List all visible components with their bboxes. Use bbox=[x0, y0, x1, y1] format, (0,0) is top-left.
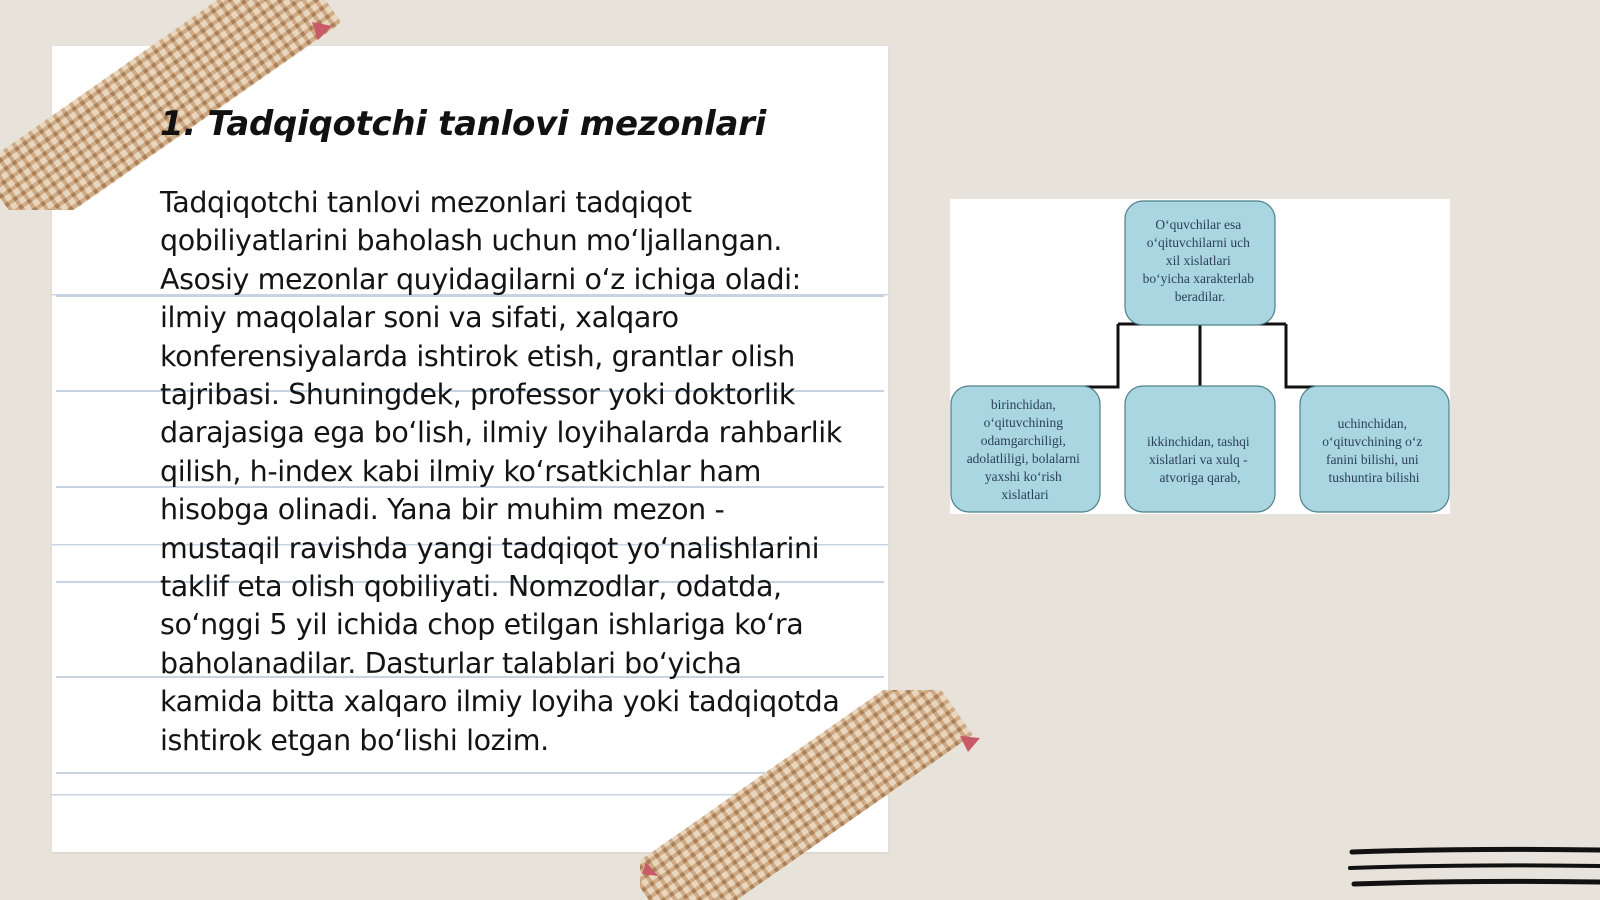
diagram-child-2-text: ikkinchidan, tashqi xislatlari va xulq - atvoriga qarab, bbox=[1146, 434, 1250, 485]
hierarchy-diagram bbox=[950, 199, 1450, 514]
diagram-child-node bbox=[1125, 386, 1275, 512]
diagram-root-text: O‘quvchilar esa o‘qituvchilarni uch xil xislatlari bo‘yicha xarakterlab beradilar. bbox=[1142, 217, 1254, 304]
slide-body-text: Tadqiqotchi tanlovi mezonlari tadqiqot qobiliyatlarini baholash uchun mo‘ljallangan. Asosiy mezonlar quyidagilarni o‘z ichiga oladi: ilmiy maqolalar soni va sifati, xalqaro konferensiyalarda ishtirok etish, grantlar olish tajribasi. Shuningdek, professor yoki doktorlik darajasiga ega bo‘lish, ilmiy loyihalarda rahbarlik qilish, h-index kabi ilmiy ko‘rsatkichlar ham hisobga olinadi. Yana bir muhim mezon - mustaqil ravishda yangi tadqiqot yo‘nalishlarini taklif eta olish qobiliyati. Nomzodlar, odatda, so‘nggi 5 yil ichida chop etilgan ishlariga ko‘ra baholanadilar. Dasturlar talablari bo‘yicha kamida bitta xalqaro ilmiy loyiha yoki tadqiqotda ishtirok etgan bo‘lishi lozim. bbox=[160, 186, 842, 757]
decorative-stripes bbox=[1340, 842, 1600, 894]
diagram-child-1-text: birinchidan, o‘qituvchining odamgarchiligi, adolatliligi, bolalarni yaxshi ko‘rish xislatlari bbox=[966, 397, 1080, 502]
diagram-child-3-text: uchinchidan, o‘qituvchining o‘z fanini bilishi, uni tushuntira bilishi bbox=[1322, 416, 1423, 485]
diagram-child-node bbox=[1300, 386, 1449, 512]
slide-title: 1. Tadqiqotchi tanlovi mezonlari bbox=[160, 104, 766, 144]
